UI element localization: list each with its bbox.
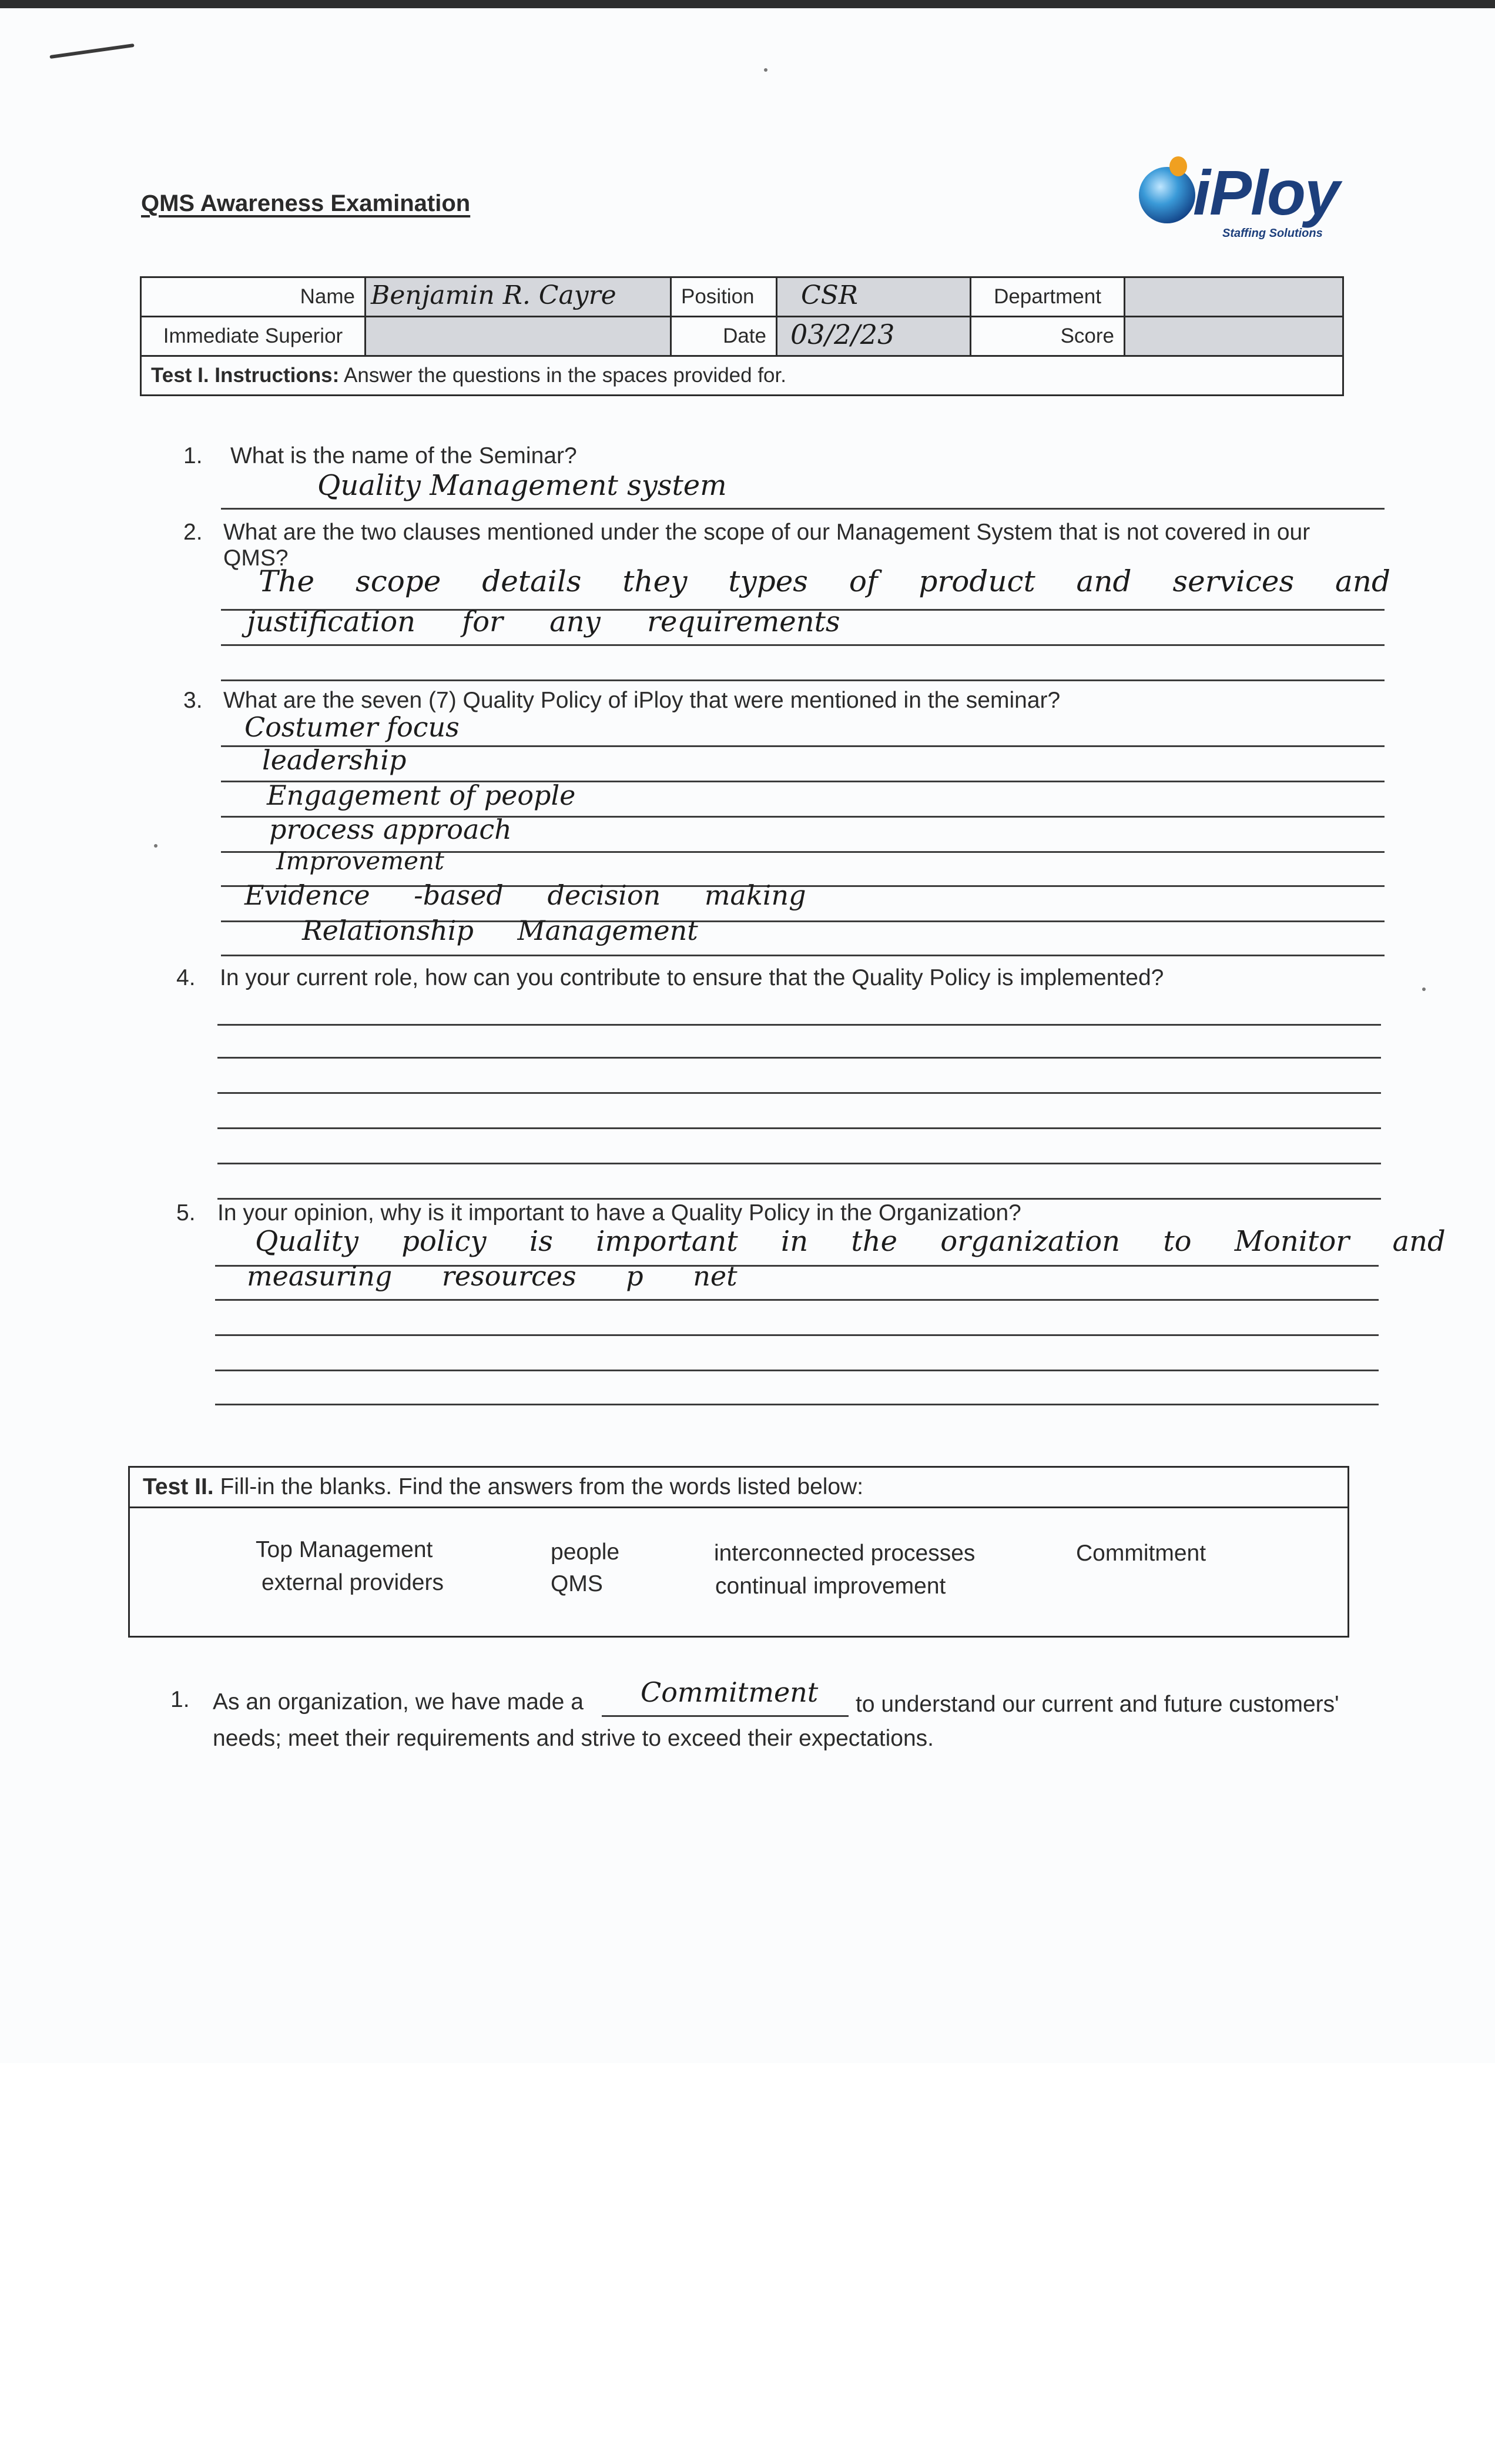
department-field[interactable] bbox=[1125, 277, 1343, 317]
info-table bbox=[140, 276, 1344, 396]
position-label: Position bbox=[671, 277, 777, 317]
date-field[interactable] bbox=[777, 317, 971, 356]
test2-title: Test II. bbox=[143, 1474, 214, 1499]
q5-answer-2: measuring resources p net bbox=[247, 1260, 738, 1292]
answer-line[interactable] bbox=[215, 1334, 1379, 1336]
iploy-logo bbox=[1134, 154, 1357, 242]
test2-header bbox=[130, 1468, 1347, 1508]
q2-answer-2: justification for any requirements bbox=[247, 605, 840, 638]
logo-text: iPloy bbox=[1193, 157, 1339, 228]
score-label: Score bbox=[971, 317, 1125, 356]
answer-line[interactable] bbox=[217, 1092, 1381, 1094]
scan-top-edge bbox=[0, 0, 1495, 8]
word-bank-item: interconnected processes bbox=[714, 1541, 976, 1566]
department-label: Department bbox=[971, 277, 1125, 317]
score-field[interactable] bbox=[1125, 317, 1343, 356]
answer-line bbox=[221, 644, 1385, 646]
instructions-label: Instructions: bbox=[214, 364, 340, 387]
q3-answer-7: Relationship Management bbox=[302, 915, 698, 946]
word-bank-item: QMS bbox=[551, 1571, 603, 1596]
date-value: 03/2/23 bbox=[790, 319, 895, 350]
answer-line[interactable] bbox=[215, 1404, 1379, 1405]
fill-in-blank[interactable] bbox=[602, 1715, 849, 1717]
answer-line bbox=[221, 508, 1385, 510]
q2-number: 2. bbox=[183, 520, 203, 545]
answer-line[interactable] bbox=[217, 1163, 1381, 1164]
instructions-text: Answer the questions in the spaces provided for. bbox=[344, 364, 786, 387]
answer-line[interactable] bbox=[217, 1024, 1381, 1026]
word-bank-item: Top Management bbox=[256, 1537, 433, 1562]
speck bbox=[1422, 987, 1426, 991]
test1-title: Test I. bbox=[151, 364, 209, 387]
answer-line[interactable] bbox=[215, 1370, 1379, 1371]
answer-line bbox=[221, 679, 1385, 681]
word-bank-item: people bbox=[551, 1539, 620, 1565]
name-value: Benjamin R. Cayre bbox=[371, 280, 616, 310]
person-icon bbox=[1169, 156, 1187, 176]
speck bbox=[154, 844, 157, 848]
superior-label: Immediate Superior bbox=[141, 317, 366, 356]
word-bank-item: continual improvement bbox=[715, 1574, 946, 1599]
answer-line bbox=[215, 1299, 1379, 1301]
position-field[interactable] bbox=[777, 277, 971, 317]
q1-text: What is the name of the Seminar? bbox=[230, 443, 577, 468]
test2-instructions: Fill-in the blanks. Find the answers from the words listed below: bbox=[220, 1474, 864, 1499]
q1-number: 1. bbox=[183, 443, 203, 468]
q4-number: 4. bbox=[176, 965, 196, 990]
logo-subtext: Staffing Solutions bbox=[1222, 227, 1323, 240]
word-bank-item: Commitment bbox=[1076, 1541, 1206, 1566]
q2-text-cont: QMS? bbox=[223, 545, 289, 571]
answer-line[interactable] bbox=[217, 1127, 1381, 1129]
t2-q1-blank-answer: Commitment bbox=[641, 1676, 819, 1708]
answer-line[interactable] bbox=[217, 1198, 1381, 1200]
q3-answer-6: Evidence -based decision making bbox=[244, 879, 806, 911]
position-value: CSR bbox=[801, 280, 858, 310]
answer-line bbox=[221, 955, 1385, 956]
q3-number: 3. bbox=[183, 688, 203, 713]
superior-field[interactable] bbox=[366, 317, 671, 356]
t2-q1-text-line2: needs; meet their requirements and strive to exceed their expectations. bbox=[213, 1726, 934, 1751]
test1-instructions bbox=[141, 356, 1343, 396]
q3-answer-3: Engagement of people bbox=[267, 779, 576, 811]
name-label: Name bbox=[141, 277, 366, 317]
date-label: Date bbox=[671, 317, 777, 356]
test2-box bbox=[128, 1466, 1349, 1638]
globe-icon bbox=[1139, 167, 1195, 223]
name-field[interactable] bbox=[366, 277, 671, 317]
speck bbox=[764, 68, 767, 72]
q5-number: 5. bbox=[176, 1200, 196, 1226]
q5-answer-1: Quality policy is important in the organization to Monitor and bbox=[255, 1225, 1446, 1258]
q3-answer-5: Improvement bbox=[276, 846, 444, 875]
answer-line[interactable] bbox=[217, 1057, 1381, 1059]
q2-answer-1: The scope details they types of product and services and bbox=[259, 564, 1391, 598]
q1-answer: Quality Management system bbox=[317, 469, 727, 502]
q5-text: In your opinion, why is it important to have a Quality Policy in the Organization? bbox=[217, 1200, 1021, 1226]
q2-text: What are the two clauses mentioned under the scope of our Management System that is not covered in our bbox=[223, 520, 1310, 545]
q3-answer-1: Costumer focus bbox=[244, 711, 460, 743]
q4-text: In your current role, how can you contribute to ensure that the Quality Policy is implemented? bbox=[220, 965, 1164, 990]
t2-q1-number: 1. bbox=[170, 1687, 190, 1712]
t2-q1-text-before: As an organization, we have made a bbox=[213, 1689, 584, 1715]
page-title: QMS Awareness Examination bbox=[141, 190, 471, 216]
q3-answer-4: process approach bbox=[269, 813, 512, 845]
q3-text: What are the seven (7) Quality Policy of iPloy that were mentioned in the seminar? bbox=[223, 688, 1061, 713]
word-bank-item: external providers bbox=[262, 1570, 444, 1595]
q3-answer-2: leadership bbox=[262, 744, 407, 776]
t2-q1-text-after: to understand our current and future customers' bbox=[856, 1692, 1339, 1717]
